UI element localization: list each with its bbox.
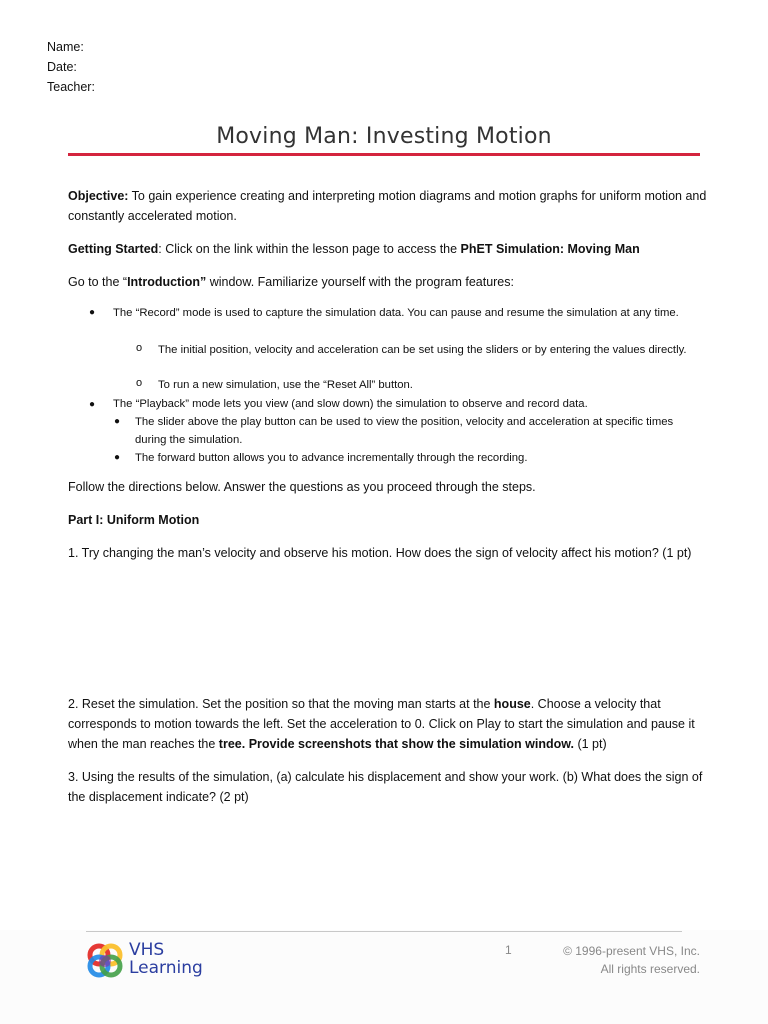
intro-paragraph [68, 272, 708, 292]
q2-tree: tree [218, 737, 242, 751]
logo-wordmark [129, 941, 203, 977]
name-label: Name: [47, 40, 84, 54]
bullet-record-sub2: To run a new simulation, use the “Reset All” button. [158, 379, 413, 391]
follow-paragraph: Follow the directions below. Answer the questions as you proceed through the steps. [68, 480, 536, 494]
objective-label: Objective: [68, 189, 129, 203]
intro-pre: Go to the “ [68, 275, 128, 289]
circle-bullet-icon: o [136, 342, 143, 354]
question-3: 3. Using the results of the simulation, (a) calculate his displacement and show your work. (b) What does the sign of the displacement indicate? (2 pt) [68, 770, 703, 804]
bullet-dot-icon: ● [114, 452, 121, 463]
sim-link-text: PhET Simulation: Moving Man [460, 242, 640, 256]
bullet-playback-sub2: The forward button allows you to advance incrementally through the recording. [135, 452, 528, 464]
copyright [520, 942, 700, 978]
getting-started-text: : Click on the link within the lesson page to access the [158, 242, 461, 256]
q2-part-a: 2. Reset the simulation. Set the position so that the moving man starts at the [68, 697, 494, 711]
bullet-playback-sub1: The slider above the play button can be used to view the position, velocity and acceleration at specific times during the simulation. [135, 416, 674, 446]
part1-heading-text: Part I: Uniform Motion [68, 513, 200, 527]
bullet-record: The “Record” mode is used to capture the simulation data. You can pause and resume the simulation at any time. [113, 307, 679, 319]
page-number: 1 [505, 943, 512, 957]
vhs-logo-icon [86, 943, 126, 979]
bullet-playback: The “Playback” mode lets you view (and slow down) the simulation to observe and record data. [113, 398, 588, 410]
q2-part-d: (1 pt) [573, 737, 607, 751]
copyright-line1: © 1996-present VHS, Inc. [563, 944, 700, 958]
date-label: Date: [47, 60, 77, 74]
footer-rule [86, 931, 682, 932]
intro-bold: Introduction” [127, 275, 207, 289]
question-1: 1. Try changing the man’s velocity and observe his motion. How does the sign of velocity affect his motion? (1 pt) [68, 546, 692, 560]
q2-screenshots: Provide screenshots that show the simulation window. [248, 737, 574, 751]
circle-bullet-icon: o [136, 377, 143, 389]
getting-started-label: Getting Started [68, 242, 159, 256]
getting-started-paragraph [68, 239, 708, 259]
logo-line2: Learning [129, 958, 203, 978]
objective-paragraph [68, 186, 708, 226]
question-2 [68, 694, 708, 754]
page-title: Moving Man: Investing Motion [216, 124, 552, 149]
logo-line1: VHS [129, 940, 165, 960]
bullet-dot-icon: ● [114, 416, 121, 427]
part1-heading [68, 510, 708, 530]
objective-text: To gain experience creating and interpreting motion diagrams and motion graphs for uniform motion and constantly accelerated motion. [68, 189, 707, 223]
q2-part-c: . [241, 737, 249, 751]
copyright-line2: All rights reserved. [600, 962, 700, 976]
q2-part-b: . Choose a velocity that corresponds to motion towards the left. Set the acceleration to 0. Click on Play to start the simulation and pause it when the man reaches the [68, 697, 695, 751]
bullet-record-sub1: The initial position, velocity and acceleration can be set using the sliders or by entering the values directly. [158, 344, 687, 356]
bullet-dot-icon: ● [89, 399, 96, 410]
q2-house: house [493, 697, 531, 711]
teacher-label: Teacher: [47, 80, 95, 94]
title-rule [68, 153, 700, 156]
bullet-dot-icon: ● [89, 307, 96, 318]
intro-post: window. Familiarize yourself with the program features: [206, 275, 514, 289]
